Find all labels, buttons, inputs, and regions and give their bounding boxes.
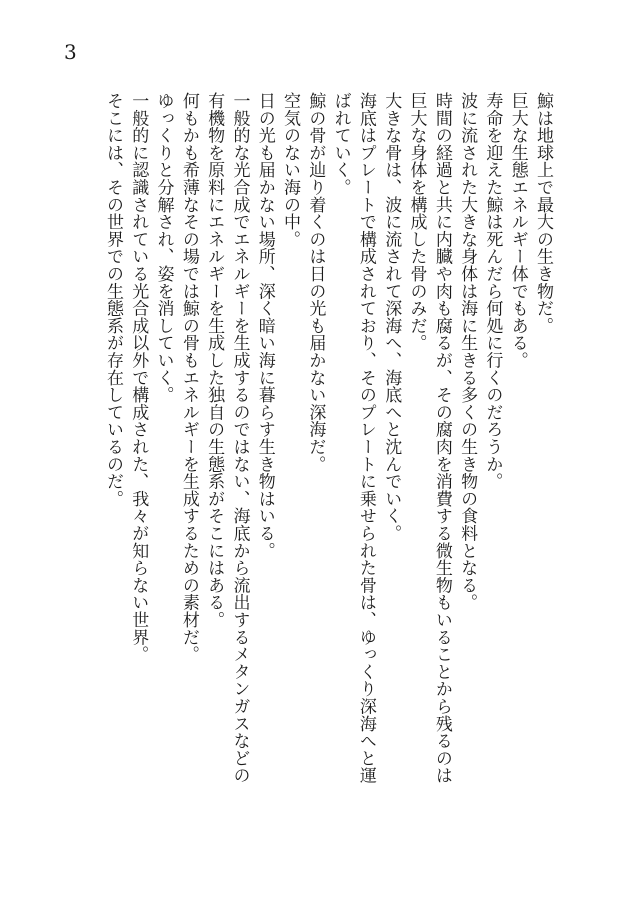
text-line: 時間の経過と共に内臓や肉も腐るが、その腐肉を消費する微生物もいることから残るのは — [431, 92, 452, 784]
text-line: 何もかも希薄なその場では鯨の骨もエネルギーを生成するための素材だ。 — [178, 92, 199, 663]
text-line: 一般的に認識されている光合成以外で構成された、我々が知らない世界。 — [128, 92, 149, 663]
text-line: 波に流された大きな身体は海に生きる多くの生き物の食料となる。 — [457, 92, 478, 611]
text-line: 大きな骨は、波に流されて深海へ、海底へと沈んでいく。 — [381, 92, 402, 542]
text-line: 鯨は地球上で最大の生き物だ。 — [533, 92, 553, 335]
text-line: 一般的な光合成でエネルギーを生成するのではない、海底から流出するメタンガスなどの — [229, 92, 250, 784]
text-line: ゆっくりと分解され、姿を消していく。 — [153, 92, 174, 404]
text-line: そこには、その世界での生態系が存在しているのだ。 — [102, 92, 123, 508]
text-line: 日の光も届かない場所、深く暗い海に暮らす生き物はいる。 — [254, 92, 275, 560]
text-line: 海底はプレートで構成されており、そのプレートに乗せられた骨は、ゆっくり深海へと運 — [355, 92, 376, 784]
text-line: 空気のない海の中。 — [280, 92, 301, 248]
page-number: 3 — [64, 40, 77, 64]
text-line: 巨大な生態エネルギー体でもある。 — [507, 92, 528, 369]
text-line: 巨大な身体を構成した骨のみだ。 — [406, 92, 427, 352]
text-line: 鯨の骨が辿り着くのは日の光も届かない深海だ。 — [305, 92, 326, 473]
text-line: ばれていく。 — [330, 92, 351, 196]
body-text — [100, 92, 555, 852]
text-line: 有機物を原料にエネルギーを生成した独自の生態系がそこにはある。 — [204, 92, 225, 629]
text-line: 寿命を迎えた鯨は死んだら何処に行くのだろうか。 — [482, 92, 503, 490]
